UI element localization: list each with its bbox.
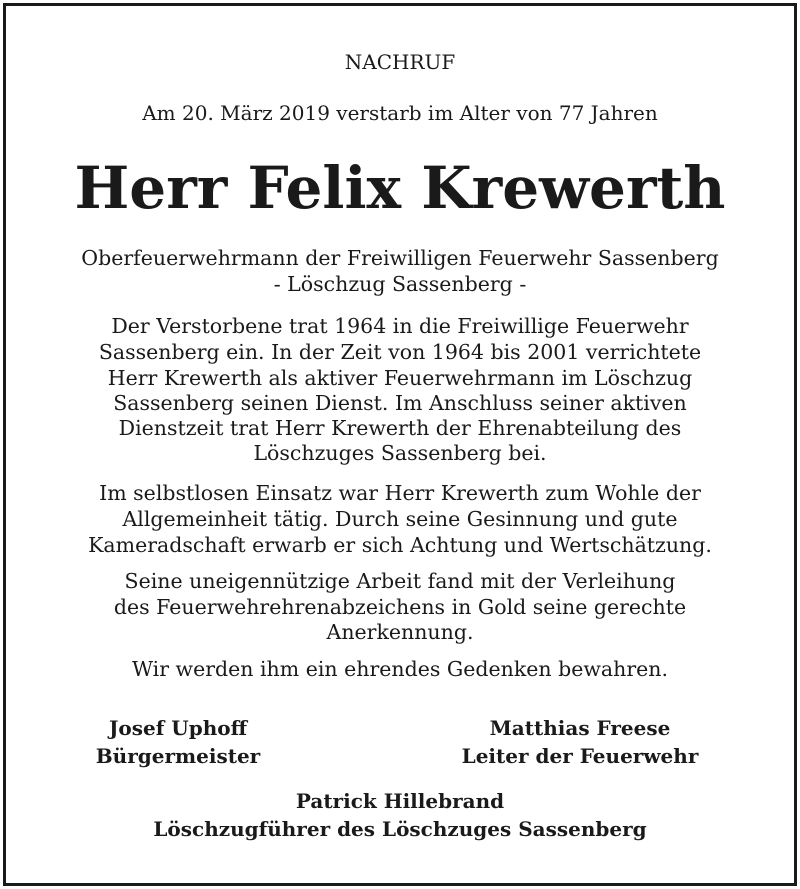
signatory-right-title: Leiter der Feuerwehr <box>461 744 699 768</box>
paragraph-line: Seine uneigennützige Arbeit fand mit der Verleihung <box>124 569 676 593</box>
role-line: Oberfeuerwehrmann der Freiwilligen Feuerwehr Sassenberg <box>81 246 719 270</box>
paragraph-line: Herr Krewerth als aktiver Feuerwehrmann im Löschzug <box>107 366 693 390</box>
closing-line: Wir werden ihm ein ehrendes Gedenken bewahren. <box>131 657 669 681</box>
paragraph-line: des Feuerwehrehrenabzeichens in Gold seine gerechte <box>113 595 687 619</box>
paragraph-line: Sassenberg ein. In der Zeit von 1964 bis 2001 verrichtete <box>98 340 702 364</box>
paragraph-line: Der Verstorbene trat 1964 in die Freiwillige Feuerwehr <box>111 314 689 338</box>
paragraph-line: Dienstzeit trat Herr Krewerth der Ehrenabteilung des <box>118 416 682 440</box>
paragraph-line: Sassenberg seinen Dienst. Im Anschluss seiner aktiven <box>113 391 687 415</box>
signatory-right-name: Matthias Freese <box>489 716 671 740</box>
signatory-left-title: Bürgermeister <box>95 744 261 768</box>
paragraph-line: Allgemeinheit tätig. Durch seine Gesinnung und gute <box>122 507 678 531</box>
paragraph-line: Anerkennung. <box>326 620 474 644</box>
paragraph-line: Im selbstlosen Einsatz war Herr Krewerth zum Wohle der <box>99 481 701 505</box>
paragraph-line: Löschzuges Sassenberg bei. <box>253 441 547 465</box>
deceased-name: Herr Felix Krewerth <box>74 154 726 222</box>
death-date-line: Am 20. März 2019 verstarb im Alter von 77 Jahren <box>142 101 658 125</box>
notice-heading: NACHRUF <box>344 50 456 74</box>
signatory-center-title: Löschzugführer des Löschzuges Sassenberg <box>153 817 647 841</box>
signatory-center-name: Patrick Hillebrand <box>295 789 505 813</box>
signatory-left-name: Josef Uphoff <box>108 716 248 740</box>
role-line: - Löschzug Sassenberg - <box>273 272 527 296</box>
paragraph-line: Kameradschaft erwarb er sich Achtung und Wertschätzung. <box>88 533 712 557</box>
